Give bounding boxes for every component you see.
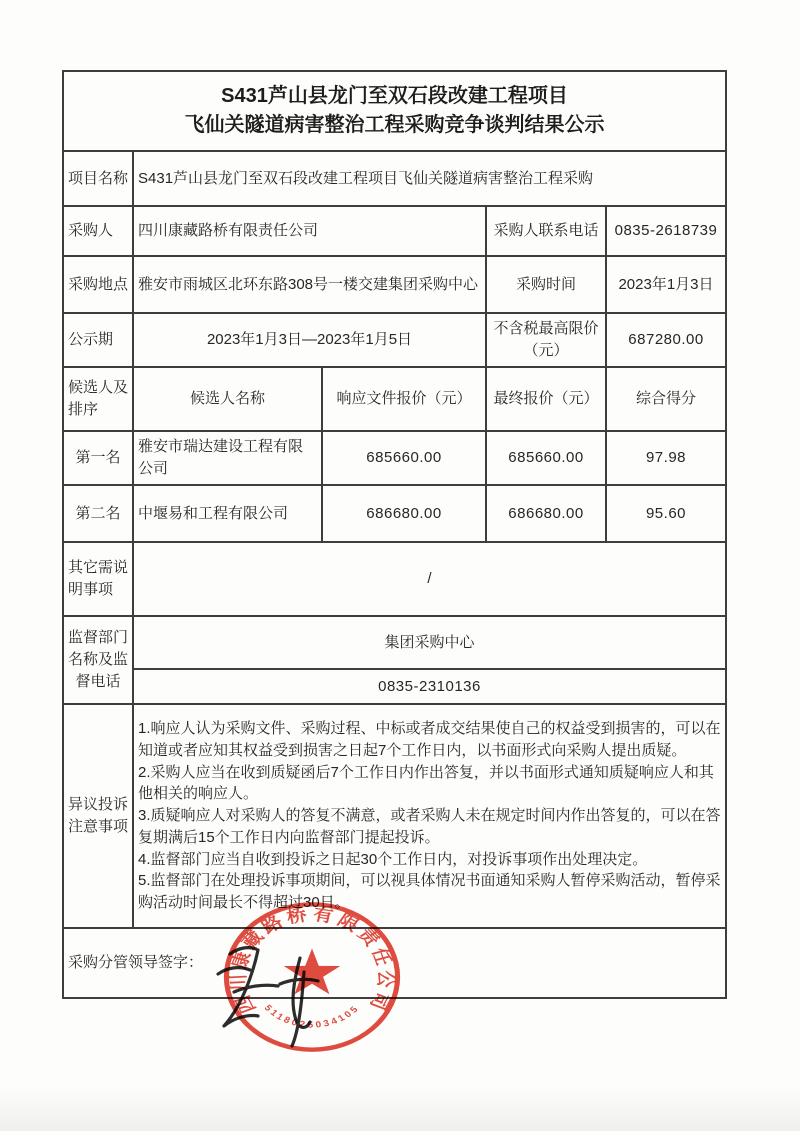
candidate-2-final-price: 686680.00 bbox=[486, 485, 606, 542]
other-notes-value: / bbox=[133, 542, 726, 616]
objection-item-5: 5.监督部门在处理投诉事项期间，可以视具体情况书面通知采购人暂停采购活动，暂停采购活动时间最长不得超过30日。 bbox=[138, 872, 721, 912]
max-price-label: 不含税最高限价（元） bbox=[486, 313, 606, 367]
purchase-time-label: 采购时间 bbox=[486, 256, 606, 313]
location-label: 采购地点 bbox=[63, 256, 133, 313]
column-header-final-price: 最终报价（元） bbox=[486, 367, 606, 431]
project-name-row bbox=[63, 151, 726, 206]
candidate-1-name: 雅安市瑞达建设工程有限公司 bbox=[133, 431, 322, 485]
purchaser-label: 采购人 bbox=[63, 206, 133, 256]
candidate-2-name: 中堰易和工程有限公司 bbox=[133, 485, 322, 542]
publicity-period-row bbox=[63, 313, 726, 367]
signature-row bbox=[63, 928, 726, 998]
location-row bbox=[63, 256, 726, 313]
objection-label: 异议投诉注意事项 bbox=[63, 704, 133, 928]
supervision-phone-row bbox=[63, 669, 726, 704]
objection-item-1: 1.响应人认为采购文件、采购过程、中标或者成交结果使自己的权益受到损害的，可以在知道或者应知其权益受到损害之日起7个工作日内，以书面形式向采购人提出质疑。 bbox=[138, 720, 721, 759]
column-header-score: 综合得分 bbox=[606, 367, 726, 431]
document-title-line1: S431芦山县龙门至双石段改建工程项目 bbox=[221, 85, 568, 107]
objection-text bbox=[133, 704, 726, 928]
supervision-label: 监督部门名称及监督电话 bbox=[63, 616, 133, 704]
candidates-section-label: 候选人及排序 bbox=[63, 367, 133, 431]
project-name-label: 项目名称 bbox=[63, 151, 133, 206]
document-title-line2: 飞仙关隧道病害整治工程采购竞争谈判结果公示 bbox=[184, 114, 605, 136]
seal-company-text: 四川康藏路桥有限责任公司 bbox=[227, 904, 397, 1016]
seal-number-text: 5118025034105 bbox=[261, 1003, 363, 1031]
purchase-time-value: 2023年1月3日 bbox=[606, 256, 726, 313]
candidate-1-final-price: 685660.00 bbox=[486, 431, 606, 485]
supervision-phone-value: 0835-2310136 bbox=[133, 669, 726, 704]
objection-item-2: 2.采购人应当在收到质疑函后7个工作日内作出答复，并以书面形式通知质疑响应人和其他相关的响应人。 bbox=[138, 763, 714, 803]
purchaser-phone-label: 采购人联系电话 bbox=[486, 206, 606, 256]
supervision-name-row bbox=[63, 616, 726, 669]
candidate-1-score: 97.98 bbox=[606, 431, 726, 485]
max-price-value: 687280.00 bbox=[606, 313, 726, 367]
objection-item-3: 3.质疑响应人对采购人的答复不满意，或者采购人未在规定时间内作出答复的，可以在答复期满后15个工作日内向监督部门提起投诉。 bbox=[138, 807, 721, 846]
purchaser-row bbox=[63, 206, 726, 256]
purchaser-value: 四川康藏路桥有限责任公司 bbox=[133, 206, 486, 256]
candidates-header-row bbox=[63, 367, 726, 431]
project-name-value: S431芦山县龙门至双石段改建工程项目飞仙关隧道病害整治工程采购 bbox=[133, 151, 726, 206]
candidate-1-doc-price: 685660.00 bbox=[322, 431, 486, 485]
procurement-result-table bbox=[62, 70, 727, 999]
publicity-period-value: 2023年1月3日—2023年1月5日 bbox=[133, 313, 486, 367]
column-header-doc-price: 响应文件报价（元） bbox=[322, 367, 486, 431]
candidate-2-doc-price: 686680.00 bbox=[322, 485, 486, 542]
title-row bbox=[63, 71, 726, 151]
other-notes-row bbox=[63, 542, 726, 616]
objection-item-4: 4.监督部门应当自收到投诉之日起30个工作日内，对投诉事项作出处理决定。 bbox=[138, 850, 648, 868]
location-value: 雅安市雨城区北环东路308号一楼交建集团采购中心 bbox=[133, 256, 486, 313]
scan-artifact-band bbox=[0, 1085, 800, 1131]
publicity-period-label: 公示期 bbox=[63, 313, 133, 367]
candidate-2-rank: 第二名 bbox=[63, 485, 133, 542]
column-header-candidate-name: 候选人名称 bbox=[133, 367, 322, 431]
signature-label: 采购分管领导签字： bbox=[68, 954, 204, 972]
objection-notice-row bbox=[63, 704, 726, 928]
candidate-2-score: 95.60 bbox=[606, 485, 726, 542]
candidate-1-rank: 第一名 bbox=[63, 431, 133, 485]
other-notes-label: 其它需说明事项 bbox=[63, 542, 133, 616]
purchaser-phone-value: 0835-2618739 bbox=[606, 206, 726, 256]
document-title bbox=[63, 71, 726, 151]
table-row-candidate-2 bbox=[63, 485, 726, 542]
table-row-candidate-1 bbox=[63, 431, 726, 485]
supervision-name-value: 集团采购中心 bbox=[133, 616, 726, 669]
signature-line-cell bbox=[63, 928, 726, 998]
